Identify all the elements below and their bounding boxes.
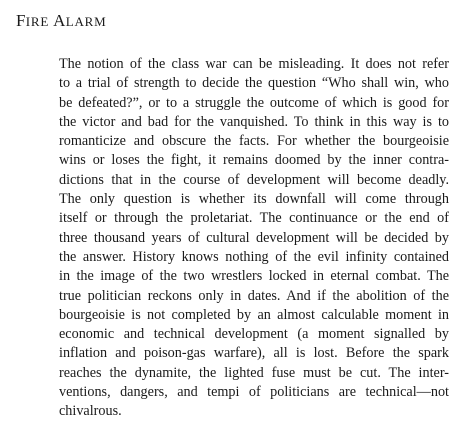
text-line: economic and technical development (a moment signalled by	[59, 326, 449, 343]
text-line: true politician reckons only in dates. And if the abolition of the	[59, 287, 449, 304]
section-heading	[16, 11, 107, 32]
heading-initial-1: F	[16, 11, 26, 30]
text-line: romanticize and obscure the facts. For whether the bourgeoisie	[59, 133, 449, 150]
text-line: ventions, dangers, and tempi of politicians are technical—not	[59, 384, 449, 401]
text-line: itself or through the proletariat. The continuance or the end of	[59, 210, 449, 227]
text-line: the answer. History knows nothing of the evil infinity contained	[59, 248, 449, 265]
heading-rest-1: IRE	[25, 14, 54, 29]
text-line: to a trial of strength to decide the question “Who shall win, who	[59, 75, 449, 92]
text-line: chivalrous.	[59, 403, 122, 420]
text-line: the victor and bad for the vanquished. To think in this way is to	[59, 113, 449, 130]
text-line: be defeated?”, or to a struggle the outcome of which is good for	[59, 94, 449, 111]
text-line: inflation and poison-gas warfare), all is lost. Before the spark	[59, 345, 449, 362]
text-line: three thousand years of cultural development will be decided by	[59, 229, 449, 246]
text-line: wins or loses the fight, it remains doomed by the inner contra-	[59, 152, 449, 169]
text-line: in the image of the two wrestlers locked in eternal combat. The	[59, 268, 449, 285]
heading-rest-2: LARM	[65, 14, 107, 29]
text-line: The only question is whether its downfall will come through	[59, 191, 449, 208]
text-line: bourgeoisie is not completed by an almost calculable moment in	[59, 306, 449, 323]
text-line: The notion of the class war can be misleading. It does not refer	[59, 56, 449, 72]
text-line: reaches the dynamite, the lighted fuse must be cut. The inter-	[59, 364, 449, 381]
body-paragraph	[59, 55, 449, 422]
heading-initial-2: A	[53, 11, 66, 30]
text-line: dictions that in the course of development will become deadly.	[59, 171, 449, 188]
